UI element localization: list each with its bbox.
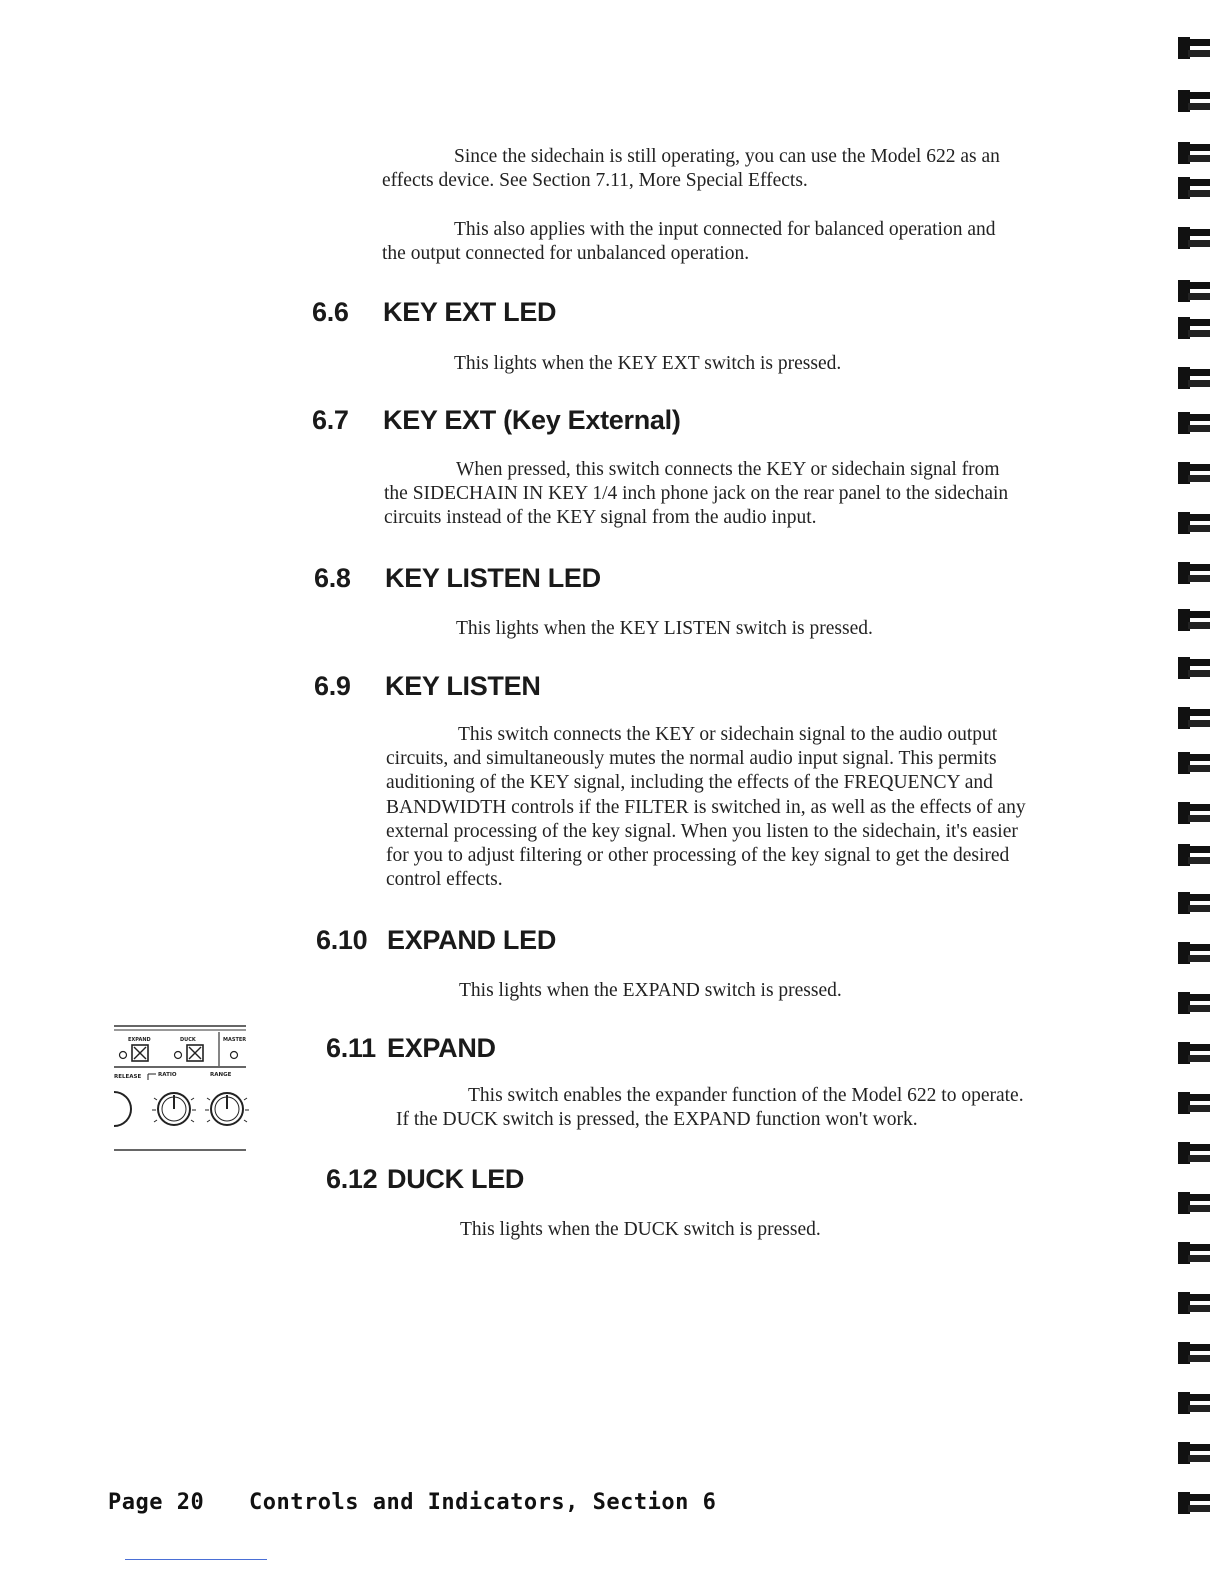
panel-label-duck: DUCK: [180, 1037, 196, 1043]
binding-tab: [1176, 1490, 1212, 1516]
binding-tab-strip: [1176, 30, 1216, 1560]
binding-tab-graphic: [1176, 315, 1212, 341]
text-line: This switch connects the KEY or sidechain signal to the audio output: [458, 724, 998, 745]
section-title: DUCK LED: [387, 1164, 525, 1194]
binding-tab-graphic: [1176, 1340, 1212, 1366]
text-line: external processing of the key signal. When you listen to the sidechain, it's easier: [386, 820, 1018, 842]
page-number: Page 20: [108, 1490, 205, 1515]
front-panel-illustration: [110, 1022, 250, 1154]
text-line: auditioning of the KEY signal, including the effects of the FREQUENCY and: [386, 772, 993, 794]
section-body-6-10: [387, 979, 842, 1003]
footer-section-title: Controls and Indicators, Section 6: [249, 1490, 717, 1515]
binding-tab: [1176, 940, 1212, 966]
section-body-6-11: [396, 1084, 1024, 1132]
text-line: This switch enables the expander function of the Model 622 to operate.: [468, 1085, 1024, 1106]
binding-tab: [1176, 365, 1212, 391]
binding-tab-graphic: [1176, 1490, 1212, 1516]
panel-label-range: RANGE: [210, 1072, 232, 1078]
binding-tab-graphic: [1176, 510, 1212, 536]
text-line: circuits instead of the KEY signal from the audio input.: [384, 507, 817, 529]
binding-tab-graphic: [1176, 175, 1212, 201]
binding-tab-graphic: [1176, 1290, 1212, 1316]
text-line: for you to adjust filtering or other processing of the key signal to get the desired: [386, 845, 1010, 867]
section-body-6-7: [384, 458, 1008, 531]
binding-tab-graphic: [1176, 1190, 1212, 1216]
binding-tab: [1176, 35, 1212, 61]
binding-tab: [1176, 1440, 1212, 1466]
binding-tab: [1176, 990, 1212, 1016]
binding-tab: [1176, 1240, 1212, 1266]
binding-tab: [1176, 750, 1212, 776]
section-body-6-9: [386, 723, 1026, 892]
section-number: 6.7: [312, 405, 349, 435]
binding-tab-graphic: [1176, 1040, 1212, 1066]
binding-tab: [1176, 1090, 1212, 1116]
binding-tab-graphic: [1176, 410, 1212, 436]
text-line: the output connected for unbalanced operation.: [382, 243, 750, 265]
panel-label-release: RELEASE: [114, 1074, 142, 1080]
binding-tab: [1176, 1040, 1212, 1066]
binding-tab: [1176, 278, 1212, 304]
text-line: If the DUCK switch is pressed, the EXPAND function won't work.: [396, 1109, 918, 1131]
binding-tab-graphic: [1176, 1090, 1212, 1116]
text-line: control effects.: [386, 869, 503, 891]
section-body-6-8: [384, 617, 873, 641]
section-title: KEY EXT LED: [383, 297, 557, 327]
binding-tab-graphic: [1176, 990, 1212, 1016]
binding-tab: [1176, 705, 1212, 731]
panel-label-ratio: RATIO: [158, 1072, 177, 1078]
text-line: Since the sidechain is still operating, you can use the Model 622 as an: [454, 146, 1000, 167]
intro-paragraph-2: [382, 218, 996, 266]
binding-tab-graphic: [1176, 800, 1212, 826]
binding-tab: [1176, 225, 1212, 251]
text-line: This lights when the KEY LISTEN switch is pressed.: [456, 618, 873, 639]
binding-tab-graphic: [1176, 365, 1212, 391]
section-number: 6.12: [326, 1164, 378, 1194]
binding-tab-graphic: [1176, 278, 1212, 304]
text-line: circuits, and simultaneously mutes the normal audio input signal. This permits: [386, 748, 997, 770]
text-line: This lights when the KEY EXT switch is pressed.: [454, 353, 842, 374]
binding-tab-graphic: [1176, 35, 1212, 61]
binding-tab-graphic: [1176, 607, 1212, 633]
binding-tab-graphic: [1176, 560, 1212, 586]
binding-tab-graphic: [1176, 655, 1212, 681]
section-title: EXPAND LED: [387, 925, 557, 955]
text-line: effects device. See Section 7.11, More Special Effects.: [382, 170, 808, 192]
text-line: the SIDECHAIN IN KEY 1/4 inch phone jack on the rear panel to the sidechain: [384, 483, 1009, 505]
binding-tab: [1176, 655, 1212, 681]
intro-paragraph-1: [382, 145, 1000, 193]
binding-tab: [1176, 1340, 1212, 1366]
binding-tab-graphic: [1176, 1440, 1212, 1466]
section-number: 6.8: [314, 563, 351, 593]
binding-tab-graphic: [1176, 842, 1212, 868]
binding-tab: [1176, 560, 1212, 586]
section-title: EXPAND: [387, 1033, 496, 1063]
panel-label-expand: EXPAND: [128, 1037, 151, 1043]
section-title: KEY EXT (Key External): [383, 405, 681, 435]
binding-tab: [1176, 842, 1212, 868]
section-number: 6.10: [316, 925, 368, 955]
binding-tab-graphic: [1176, 225, 1212, 251]
binding-tab: [1176, 890, 1212, 916]
binding-tab-graphic: [1176, 750, 1212, 776]
binding-tab-graphic: [1176, 940, 1212, 966]
binding-tab-graphic: [1176, 890, 1212, 916]
binding-tab-graphic: [1176, 705, 1212, 731]
binding-tab: [1176, 1190, 1212, 1216]
text-line: BANDWIDTH controls if the FILTER is switched in, as well as the effects of any: [386, 796, 1026, 818]
binding-tab: [1176, 315, 1212, 341]
binding-tab: [1176, 410, 1212, 436]
binding-tab-graphic: [1176, 1240, 1212, 1266]
section-body-6-6: [382, 352, 841, 376]
binding-tab-graphic: [1176, 460, 1212, 486]
binding-tab-graphic: [1176, 1140, 1212, 1166]
binding-tab: [1176, 140, 1212, 166]
text-line: This lights when the EXPAND switch is pressed.: [459, 980, 842, 1001]
binding-tab: [1176, 460, 1212, 486]
binding-tab: [1176, 175, 1212, 201]
binding-tab: [1176, 1140, 1212, 1166]
section-number: 6.11: [326, 1033, 376, 1063]
text-line: This also applies with the input connected for balanced operation and: [454, 219, 996, 240]
section-title: KEY LISTEN LED: [385, 563, 601, 593]
text-line: When pressed, this switch connects the KEY or sidechain signal from: [456, 459, 1000, 480]
binding-tab-graphic: [1176, 1390, 1212, 1416]
binding-tab: [1176, 510, 1212, 536]
section-number: 6.6: [312, 297, 349, 327]
binding-tab: [1176, 1390, 1212, 1416]
text-line: This lights when the DUCK switch is pressed.: [460, 1219, 821, 1240]
binding-tab: [1176, 607, 1212, 633]
binding-tab-graphic: [1176, 140, 1212, 166]
binding-tab: [1176, 800, 1212, 826]
front-panel-illustration-graphic: [110, 1022, 250, 1154]
binding-tab-graphic: [1176, 88, 1212, 114]
binding-tab: [1176, 88, 1212, 114]
section-title: KEY LISTEN: [385, 671, 541, 701]
binding-tab: [1176, 1290, 1212, 1316]
section-body-6-12: [388, 1218, 821, 1242]
section-number: 6.9: [314, 671, 351, 701]
panel-label-master: MASTER: [223, 1037, 247, 1043]
footer-rule: [125, 1559, 267, 1560]
